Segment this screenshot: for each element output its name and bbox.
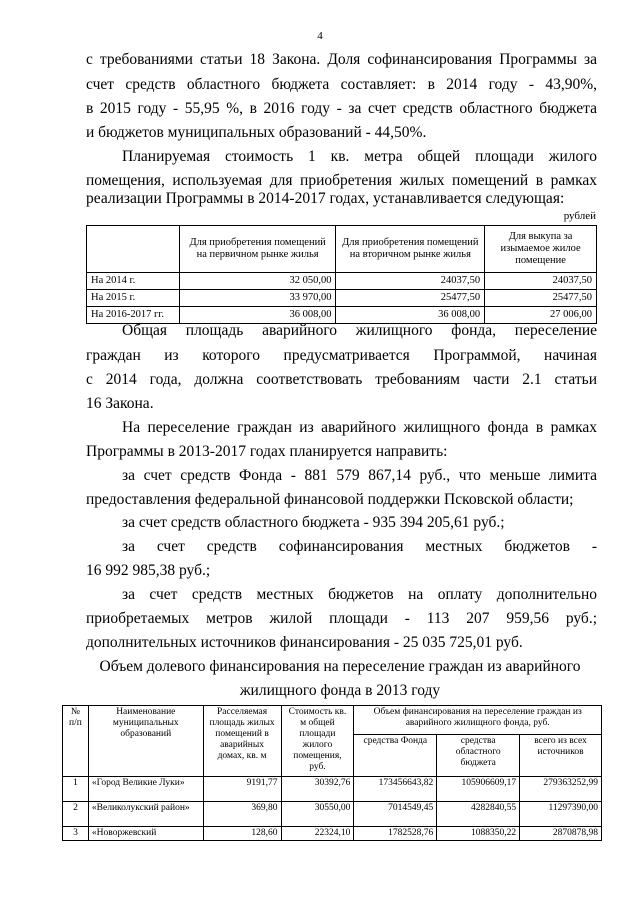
table-cell: 369,80: [203, 802, 281, 827]
table-cell: 279363252,99: [520, 777, 602, 802]
unit-label: рублей: [563, 210, 596, 222]
table-header-cell: Объем финансирования на переселение граждан из аварийного жилищного фонда, руб.: [354, 706, 602, 735]
text-line: граждан из которого предусматривается Программой, начиная: [86, 347, 597, 364]
table-header-cell: Для приобретения помещений на первичном рынке жилья: [179, 226, 336, 273]
table-cell: 36 008,00: [179, 307, 336, 324]
table-cell: 11297390,00: [520, 802, 602, 827]
text-line: с требованиями статьи 18 Закона. Доля софинансирования Программы за: [86, 51, 597, 68]
table-header-cell: Наименование муниципальных образований: [88, 706, 203, 777]
table-header-cell: Стоимость кв. м общей площади жилого помещения, руб.: [281, 706, 354, 777]
text-line: и бюджетов муниципальных образований - 44,50%.: [86, 124, 427, 141]
table-cell: 30392,76: [281, 777, 354, 802]
table-cell: 4282840,55: [437, 802, 520, 827]
table-cell: 24037,50: [485, 273, 597, 290]
table-row: [63, 802, 602, 827]
table-cell: На 2015 г.: [87, 290, 180, 307]
price-table: [86, 225, 597, 324]
text-line: за счет средств местных бюджетов на оплату дополнительно: [122, 586, 597, 603]
table-cell: «Город Великие Луки»: [88, 777, 203, 802]
page-number: 4: [317, 30, 323, 42]
text-line: предоставления федеральной финансовой поддержки Псковской области;: [86, 491, 574, 508]
table-cell: 105906609,17: [437, 777, 520, 802]
table-cell: 24037,50: [336, 273, 485, 290]
table-cell: 36 008,00: [336, 307, 485, 324]
table-cell: 22324,10: [281, 827, 354, 841]
table-header-cell: средства областного бюджета: [437, 735, 520, 777]
table-header-cell: средства Фонда: [354, 735, 437, 777]
table-header-row: [87, 226, 597, 273]
text-line: Общая площадь аварийного жилищного фонда, переселение: [122, 322, 597, 339]
table-cell: 1: [63, 777, 89, 802]
text-line: приобретаемых метров жилой площади - 113 207 959,56 руб.;: [86, 610, 597, 627]
text-line: за счет средств областного бюджета - 935 394 205,61 руб.;: [122, 514, 505, 531]
table-cell: 32 050,00: [179, 273, 336, 290]
table-cell: «Новоржевский: [88, 827, 203, 841]
text-line: Планируемая стоимость 1 кв. метра общей площади жилого: [122, 148, 597, 165]
table-header-cell: всего из всех источников: [520, 735, 602, 777]
table-row: [63, 827, 602, 841]
table-cell: 1782528,76: [354, 827, 437, 841]
table-header-cell: Для приобретения помещений на вторичном рынке жилья: [336, 226, 485, 273]
table-cell: 25477,50: [485, 290, 597, 307]
table-cell: 27 006,00: [485, 307, 597, 324]
table-cell: «Великолукский район»: [88, 802, 203, 827]
table-cell: 9191,77: [203, 777, 281, 802]
table-cell: 173456643,82: [354, 777, 437, 802]
table-cell: 2: [63, 802, 89, 827]
text-line: 16 Закона.: [86, 395, 154, 412]
text-line: с 2014 года, должна соответствовать требованиям части 2.1 статьи: [86, 371, 597, 388]
table-cell: 1088350,22: [437, 827, 520, 841]
table-title: Объем долевого финансирования на переселение граждан из аварийного: [99, 658, 581, 675]
text-line: 16 992 985,38 руб.;: [86, 562, 211, 579]
table-cell: На 2016-2017 гг.: [87, 307, 180, 324]
table-cell: 33 970,00: [179, 290, 336, 307]
table-title: жилищного фонда в 2013 году: [239, 682, 441, 699]
table-header-cell: [87, 226, 180, 273]
text-line: за счет средств Фонда - 881 579 867,14 руб., что меньше лимита: [122, 467, 597, 484]
table-row: [63, 777, 602, 802]
text-line: помещения, используемая для приобретения жилых помещений в рамках: [86, 172, 597, 189]
table-cell: 30550,00: [281, 802, 354, 827]
table-cell: 3: [63, 827, 89, 841]
financing-table: [62, 705, 602, 841]
table-header-row: [63, 706, 602, 735]
text-line: Программы в 2013-2017 годах планируется направить:: [86, 443, 448, 460]
table-header-cell: Расселяемая площадь жилых помещений в аварийных домах, кв. м: [203, 706, 281, 777]
table-row: [87, 290, 597, 307]
table-cell: 2870878,98: [520, 827, 602, 841]
table-cell: 128,60: [203, 827, 281, 841]
table-row: [87, 273, 597, 290]
text-line: за счет средств софинансирования местных бюджетов -: [122, 538, 597, 555]
text-line: счет средств областного бюджета составляет: в 2014 году - 43,90%,: [86, 76, 597, 93]
table-header-cell: Для выкупа за изымаемое жилое помещение: [485, 226, 597, 273]
table-cell: На 2014 г.: [87, 273, 180, 290]
text-line: в 2015 году - 55,95 %, в 2016 году - за счет средств областного бюджета: [86, 100, 597, 117]
table-cell: 25477,50: [336, 290, 485, 307]
text-line: На переселение граждан из аварийного жилищного фонда в рамках: [122, 419, 597, 436]
text-line: дополнительных источников финансирования - 25 035 725,01 руб.: [86, 634, 523, 651]
text-line: реализации Программы в 2014-2017 годах, устанавливается следующая:: [86, 190, 565, 207]
table-cell: 7014549,45: [354, 802, 437, 827]
table-header-cell: № п/п: [63, 706, 89, 777]
